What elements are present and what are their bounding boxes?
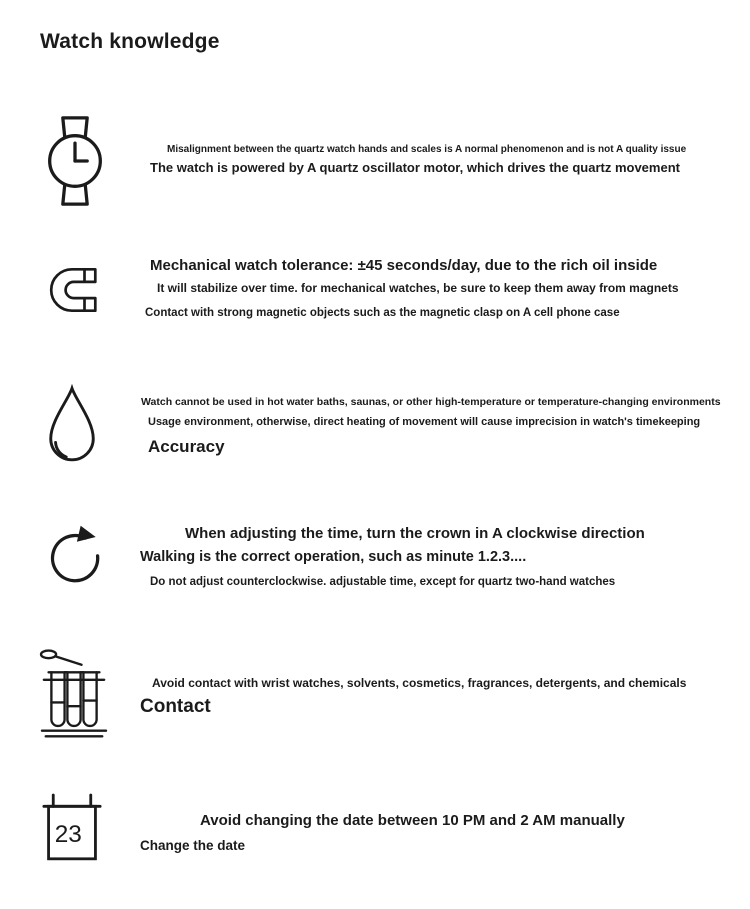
page-title: Watch knowledge	[40, 30, 220, 53]
test-tubes-icon	[38, 644, 110, 742]
magnetic-objects-note: Contact with strong magnetic objects such as the magnetic clasp on A cell phone case	[145, 307, 620, 319]
quartz-movement-text: The watch is powered by A quartz oscillator motor, which drives the quartz movement	[150, 160, 680, 175]
mechanical-tolerance-heading: Mechanical watch tolerance: ±45 seconds/day, due to the rich oil inside	[150, 257, 658, 274]
hot-water-warning-note: Watch cannot be used in hot water baths, saunas, or other high-temperature or temperature-changing environments	[141, 396, 721, 408]
water-drop-icon	[43, 384, 101, 468]
chemical-contact-text: Avoid contact with wrist watches, solvents, cosmetics, fragrances, detergents, and chemicals	[152, 676, 687, 690]
wristwatch-icon	[45, 112, 105, 210]
calendar-icon	[42, 789, 102, 863]
contact-heading: Contact	[140, 696, 211, 717]
change-date-label: Change the date	[140, 838, 246, 853]
clockwise-arrow-icon	[43, 518, 107, 590]
clockwise-adjust-heading: When adjusting the time, turn the crown in A clockwise direction	[185, 525, 645, 542]
calendar-day-number: 23	[54, 820, 82, 848]
counterclockwise-note: Do not adjust counterclockwise. adjustable time, except for quartz two-hand watches	[150, 576, 616, 588]
usage-environment-text: Usage environment, otherwise, direct heating of movement will cause imprecision in watch's timekeeping	[148, 416, 701, 428]
date-change-warning-heading: Avoid changing the date between 10 PM and 2 AM manually	[200, 812, 625, 829]
quartz-misalignment-note: Misalignment between the quartz watch hands and scales is A normal phenomenon and is not A quality issue	[167, 144, 687, 155]
accuracy-heading: Accuracy	[148, 437, 225, 456]
walking-operation-text: Walking is the correct operation, such as minute 1.2.3....	[140, 549, 527, 565]
magnet-warning-text: It will stabilize over time. for mechanical watches, be sure to keep them away from magnets	[157, 281, 679, 295]
magnet-icon	[42, 263, 100, 317]
